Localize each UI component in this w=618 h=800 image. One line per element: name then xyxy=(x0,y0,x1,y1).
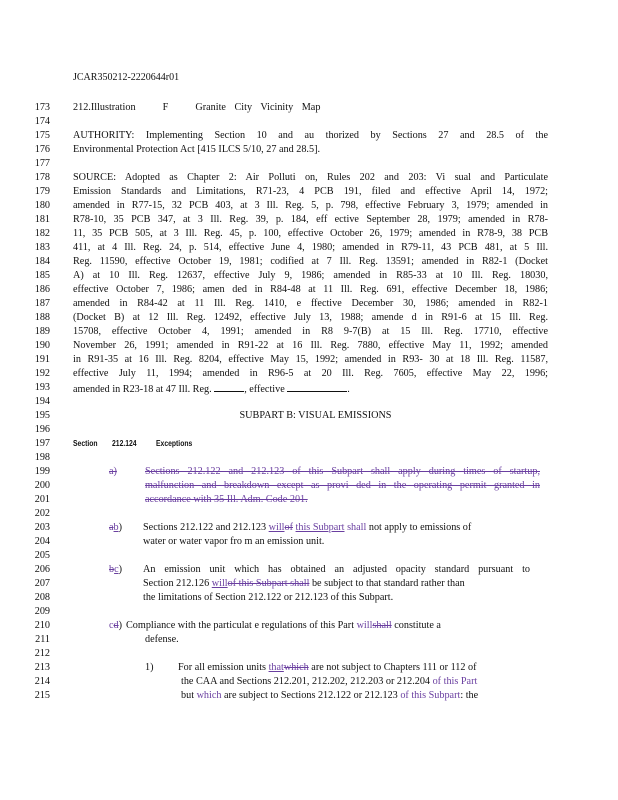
line-number: 178 xyxy=(34,172,50,183)
item-c-text: Section 212.126 xyxy=(143,578,210,589)
source-line: in R91-35 at 16 Ill. Reg. 8204, effective May 15, 1992; amended in R93- 30 at 18 Ill. Reg. 11587, xyxy=(73,354,548,365)
source-line: 411, at 4 Ill. Reg. 24, p. 514, effective June 4, 1980; amended in R79-11, 43 PCB 481, at 5 Ill. xyxy=(73,242,548,253)
item-a-marker: a) xyxy=(109,466,117,477)
item-d-line: defense. xyxy=(145,634,179,645)
item-c-insert: will xyxy=(211,578,228,589)
item-1-insert: which xyxy=(196,690,222,701)
item-c-text: be subject to that standard rather than xyxy=(309,578,465,589)
item-c-delete: of this Subpart shall xyxy=(227,578,310,589)
section-number: 212.124 xyxy=(111,439,137,448)
source-last-line xyxy=(0,381,618,395)
item-1-line xyxy=(0,661,618,675)
source-last-text: amended in R23-18 at 47 Ill. Reg. xyxy=(73,384,212,395)
document-header: JCAR350212-2220644r01 xyxy=(73,72,180,83)
item-1-marker: 1) xyxy=(145,662,154,673)
line-number: 213 xyxy=(34,662,50,673)
section-label: Section xyxy=(73,439,98,448)
line-number: 208 xyxy=(34,592,50,603)
source-line: amended in R84-42 at 11 Ill. Reg. 1410, e ffective December 30, 1986; amended in R82-1 xyxy=(73,298,548,309)
line-number: 207 xyxy=(34,578,50,589)
item-b-text: not apply to emissions of xyxy=(368,522,472,533)
item-b-text: Sections 212.122 and 212.123 xyxy=(143,522,267,533)
item-1-text: : the xyxy=(460,690,479,701)
register-page-blank xyxy=(214,381,244,392)
item-d-marker-inserted: c xyxy=(109,620,114,631)
line-number: 180 xyxy=(34,200,50,211)
line-number: 173 xyxy=(34,102,50,113)
item-c-marker-deleted: b xyxy=(109,564,115,575)
title-line xyxy=(0,101,618,115)
item-1-text: are subject to Sections 212.122 or 212.123 xyxy=(224,690,398,701)
item-d-insert: will xyxy=(356,620,373,631)
title-figure-letter: F xyxy=(162,102,169,113)
item-d-paren: ) xyxy=(118,620,123,631)
item-1-text: For all emission units xyxy=(178,662,267,673)
line-number: 212 xyxy=(34,648,50,659)
item-d-delete: shall xyxy=(372,620,392,631)
item-d-text: constitute a xyxy=(394,620,441,631)
item-b-delete: of xyxy=(284,522,293,533)
subpart-heading: SUBPART B: VISUAL EMISSIONS xyxy=(239,410,392,421)
line-number: 189 xyxy=(34,326,50,337)
line-number: 202 xyxy=(34,508,50,519)
line-number: 179 xyxy=(34,186,50,197)
source-line: SOURCE: Adopted as Chapter 2: Air Polluti on, Rules 202 and 203: Vi sual and Particulate xyxy=(73,172,548,183)
authority-line: AUTHORITY: Implementing Section 10 and au thorized by Sections 27 and 28.5 of the xyxy=(73,130,548,141)
item-d-text: Compliance with the particulat e regulations of this Part xyxy=(126,620,355,631)
item-c-marker-inserted: c xyxy=(114,564,119,575)
item-b-paren: ) xyxy=(118,522,123,533)
source-line: (Docket B) at 12 Ill. Reg. 12492, effective July 13, 1988; amende d in R91-6 at 15 Ill. Reg. xyxy=(73,312,548,323)
line-number: 194 xyxy=(34,396,50,407)
source-line: November 26, 1991; amended in R91-22 at 16 Ill. Reg. 7880, effective May 11, 1992; amended xyxy=(73,340,548,351)
line-number: 198 xyxy=(34,452,50,463)
source-line: Emission Standards and Limitations, R71-23, 4 PCB 191, filed and effective April 14, 1972; xyxy=(73,186,548,197)
line-number: 177 xyxy=(34,158,50,169)
item-c-line: the limitations of Section 212.122 or 212.123 of this Subpart. xyxy=(143,592,394,603)
item-1-line xyxy=(0,689,618,703)
line-number: 185 xyxy=(34,270,50,281)
source-line: Reg. 11590, effective October 19, 1981; codified at 7 Ill. Reg. 13591; amended in R82-1 (Docket xyxy=(73,256,548,267)
item-1-line xyxy=(0,675,618,689)
line-number: 205 xyxy=(34,550,50,561)
line-number: 206 xyxy=(34,564,50,575)
item-1-delete: which xyxy=(283,662,309,673)
line-number: 201 xyxy=(34,494,50,505)
line-number: 175 xyxy=(34,130,50,141)
line-number: 195 xyxy=(34,410,50,421)
line-number: 190 xyxy=(34,340,50,351)
item-d-marker-deleted: d xyxy=(113,620,119,631)
item-1-insert: that xyxy=(268,662,284,673)
item-1-insert: of this Part xyxy=(432,676,478,687)
item-b-insert: shall xyxy=(347,522,367,533)
line-number: 199 xyxy=(34,466,50,477)
item-c-text: An emission unit which has obtained an adjusted opacity standard pursuant to xyxy=(143,564,530,575)
line-number: 186 xyxy=(34,284,50,295)
source-line: effective October 7, 1986; amen ded in R84-48 at 11 Ill. Reg. 691, effective December 18, 1986; xyxy=(73,284,548,295)
source-line: R78-10, 35 PCB 347, at 3 Ill. Reg. 39, p. 184, eff ective September 28, 1979; amended in R78- xyxy=(73,214,548,225)
line-number: 193 xyxy=(34,382,50,393)
source-line: 15708, effective October 4, 1991; amended in R8 9-7(B) at 15 Ill. Reg. 17710, effective xyxy=(73,326,548,337)
item-1-insert: of this Subpart xyxy=(400,690,461,701)
line-number: 197 xyxy=(34,438,50,449)
item-a-line: accordance with 35 Ill. Adm. Code 201. xyxy=(145,494,308,505)
line-number: 182 xyxy=(34,228,50,239)
source-line: effective July 11, 1994; amended in R96-5 at 20 Ill. Reg. 7605, effective May 22, 1996; xyxy=(73,368,548,379)
item-c-line xyxy=(0,577,618,591)
section-title: Exceptions xyxy=(156,439,193,448)
line-number: 183 xyxy=(34,242,50,253)
line-number: 174 xyxy=(34,116,50,127)
item-b-insert: this Subpart xyxy=(295,522,345,533)
line-number: 191 xyxy=(34,354,50,365)
line-number: 184 xyxy=(34,256,50,267)
item-b-marker-inserted: b xyxy=(113,522,119,533)
source-line: 11, 35 PCB 505, at 3 Ill. Reg. 45, p. 100, effective October 26, 1979; amended in R78-9, 38 PCB xyxy=(73,228,548,239)
item-a-line: malfunction and breakdown except as provi ded in the operating permit granted in xyxy=(145,480,540,491)
item-b-line: water or water vapor fro m an emission unit. xyxy=(143,536,325,547)
line-number: 211 xyxy=(35,634,50,645)
effective-date-blank xyxy=(287,381,347,392)
item-a-line: Sections 212.122 and 212.123 of this Subpart shall apply during times of startup, xyxy=(145,466,540,477)
source-line: amended in R77-15, 32 PCB 403, at 3 Ill. Reg. 5, p. 798, effective February 3, 1979; amended in xyxy=(73,200,548,211)
line-number: 188 xyxy=(34,312,50,323)
line-number: 215 xyxy=(34,690,50,701)
item-c-paren: ) xyxy=(118,564,123,575)
line-number: 176 xyxy=(34,144,50,155)
item-b-line xyxy=(0,521,618,535)
line-number: 200 xyxy=(34,480,50,491)
item-c-line xyxy=(0,563,618,577)
line-number: 192 xyxy=(34,368,50,379)
line-number: 196 xyxy=(34,424,50,435)
title-figure-name: Granite City Vicinity Map xyxy=(195,102,321,113)
line-number: 214 xyxy=(34,676,50,687)
item-b-marker-deleted: a xyxy=(109,522,114,533)
source-line: A) at 10 Ill. Reg. 12637, effective July 9, 1986; amended in R85-33 at 10 Ill. Reg. 18030, xyxy=(73,270,548,281)
line-number: 181 xyxy=(34,214,50,225)
line-number: 203 xyxy=(34,522,50,533)
line-number: 209 xyxy=(34,606,50,617)
line-number: 204 xyxy=(34,536,50,547)
line-number: 210 xyxy=(34,620,50,631)
source-end-period: . xyxy=(347,384,350,395)
line-number: 187 xyxy=(34,298,50,309)
item-1-text: are not subject to Chapters 111 or 112 of xyxy=(311,662,477,673)
source-effective-label: , effective xyxy=(244,384,285,395)
title-section-number: 212.Illustration xyxy=(73,102,136,113)
item-1-text: but xyxy=(181,690,195,701)
item-d-line xyxy=(0,619,618,633)
authority-line: Environmental Protection Act [415 ILCS 5/10, 27 and 28.5]. xyxy=(73,144,321,155)
section-heading xyxy=(0,437,618,451)
item-b-insert: will xyxy=(268,522,285,533)
item-1-text: the CAA and Sections 212.201, 212.202, 212.203 or 212.204 xyxy=(181,676,431,687)
